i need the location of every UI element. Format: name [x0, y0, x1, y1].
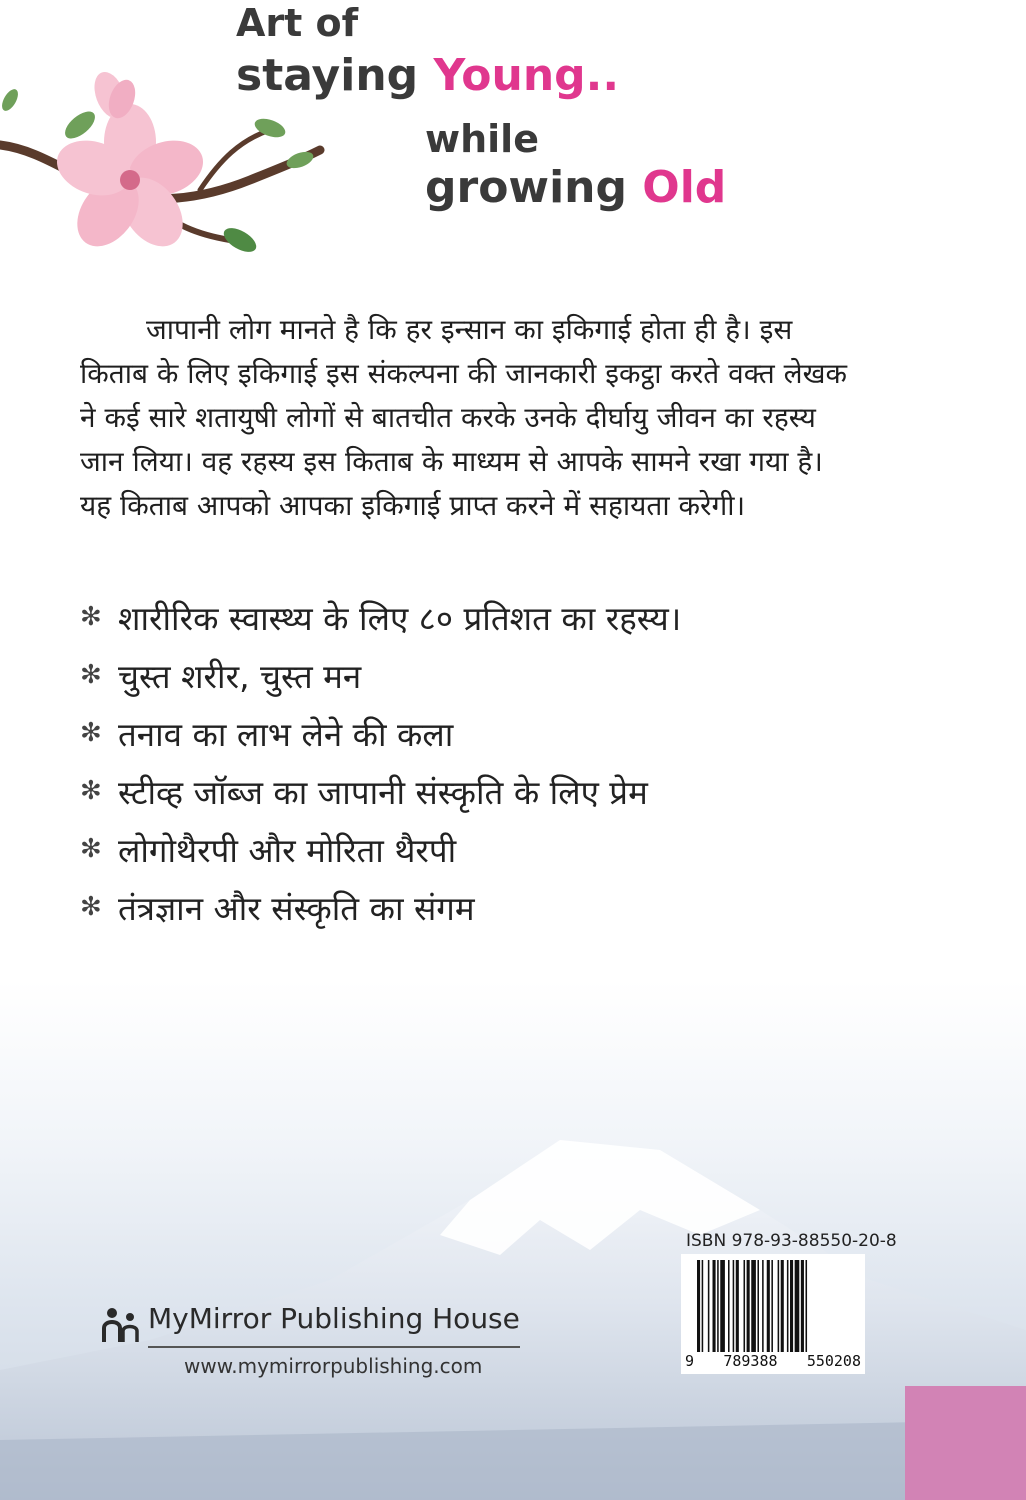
barcode-bar	[702, 1260, 704, 1352]
list-item	[80, 704, 980, 762]
barcode-bar	[697, 1260, 700, 1352]
barcode-bar	[778, 1260, 780, 1352]
barcode-digit-group: 789388	[723, 1352, 778, 1370]
barcode-bar	[728, 1260, 730, 1352]
barcode-bar	[767, 1260, 770, 1352]
barcode-bar	[757, 1260, 759, 1352]
title-line-2	[236, 50, 620, 101]
barcode-bar	[751, 1260, 756, 1352]
barcode-bar	[806, 1260, 808, 1352]
barcode-digits	[685, 1352, 861, 1370]
list-item	[80, 762, 980, 820]
list-item	[80, 588, 980, 646]
barcode	[681, 1254, 865, 1374]
asterisk-bullet-icon: ✻	[80, 892, 102, 922]
corner-color-block	[905, 1386, 1026, 1500]
list-item	[80, 646, 980, 704]
barcode-bar	[787, 1260, 789, 1352]
paragraph-line: जान लिया। वह रहस्य इस किताब के माध्यम से आपके सामने रखा गया है।	[80, 445, 823, 478]
barcode-bar	[747, 1260, 750, 1352]
feature-list	[80, 588, 980, 936]
list-item-text: शारीरिक स्वास्थ्य के लिए ८० प्रतिशत का रहस्य।	[118, 598, 682, 638]
list-item-text: स्टीव्ह जॉब्ज का जापानी संस्कृति के लिए प्रेम	[118, 772, 648, 812]
barcode-bar	[801, 1260, 804, 1352]
title-old: Old	[642, 162, 727, 213]
barcode-bar	[733, 1260, 735, 1352]
paragraph-line: ने कई सारे शतायुषी लोगों से बातचीत करके उनके दीर्घायु जीवन का रहस्य	[80, 401, 816, 434]
list-item-text: चुस्त शरीर, चुस्त मन	[118, 656, 362, 696]
title-growing: growing	[425, 162, 643, 213]
barcode-bar	[795, 1260, 800, 1352]
asterisk-bullet-icon: ✻	[80, 718, 102, 748]
barcode-bar	[744, 1260, 746, 1352]
barcode-bar	[720, 1260, 725, 1352]
title-staying: staying	[236, 50, 434, 101]
asterisk-bullet-icon: ✻	[80, 834, 102, 864]
people-logo-icon	[100, 1304, 144, 1344]
barcode-bar	[790, 1260, 793, 1352]
list-item-text: तंत्रज्ञान और संस्कृति का संगम	[118, 888, 475, 928]
list-item	[80, 878, 980, 936]
barcode-bars	[695, 1260, 853, 1352]
asterisk-bullet-icon: ✻	[80, 602, 102, 632]
list-item	[80, 820, 980, 878]
title-line-1: Art of	[236, 1, 359, 45]
barcode-digit-group: 9	[685, 1352, 695, 1370]
list-item-text: लोगोथैरपी और मोरिता थैरपी	[118, 830, 457, 870]
barcode-bar	[781, 1260, 784, 1352]
publisher-name: MyMirror Publishing House	[148, 1302, 520, 1335]
barcode-bar	[708, 1260, 710, 1352]
paragraph-line: किताब के लिए इकिगाई इस संकल्पना की जानकारी इकट्ठा करते वक्त लेखक	[80, 357, 847, 390]
title-line-4	[425, 162, 727, 213]
description-paragraph	[80, 308, 960, 528]
paragraph-line: यह किताब आपको आपका इकिगाई प्राप्त करने में सहायता करेगी।	[80, 489, 746, 522]
barcode-bar	[717, 1260, 719, 1352]
title-line-3: while	[425, 117, 539, 161]
publisher-url: www.mymirrorpublishing.com	[184, 1354, 483, 1378]
paragraph-line: जापानी लोग मानते है कि हर इन्सान का इकिगाई होता ही है। इस	[146, 313, 793, 346]
asterisk-bullet-icon: ✻	[80, 776, 102, 806]
barcode-bar	[736, 1260, 739, 1352]
publisher-divider	[148, 1346, 520, 1348]
barcode-digit-group: 550208	[806, 1352, 861, 1370]
list-item-text: तनाव का लाभ लेने की कला	[118, 714, 454, 754]
asterisk-bullet-icon: ✻	[80, 660, 102, 690]
barcode-bar	[762, 1260, 764, 1352]
isbn-label: ISBN 978-93-88550-20-8	[686, 1231, 897, 1251]
barcode-bar	[771, 1260, 773, 1352]
barcode-bar	[713, 1260, 716, 1352]
title-young: Young..	[433, 50, 620, 101]
